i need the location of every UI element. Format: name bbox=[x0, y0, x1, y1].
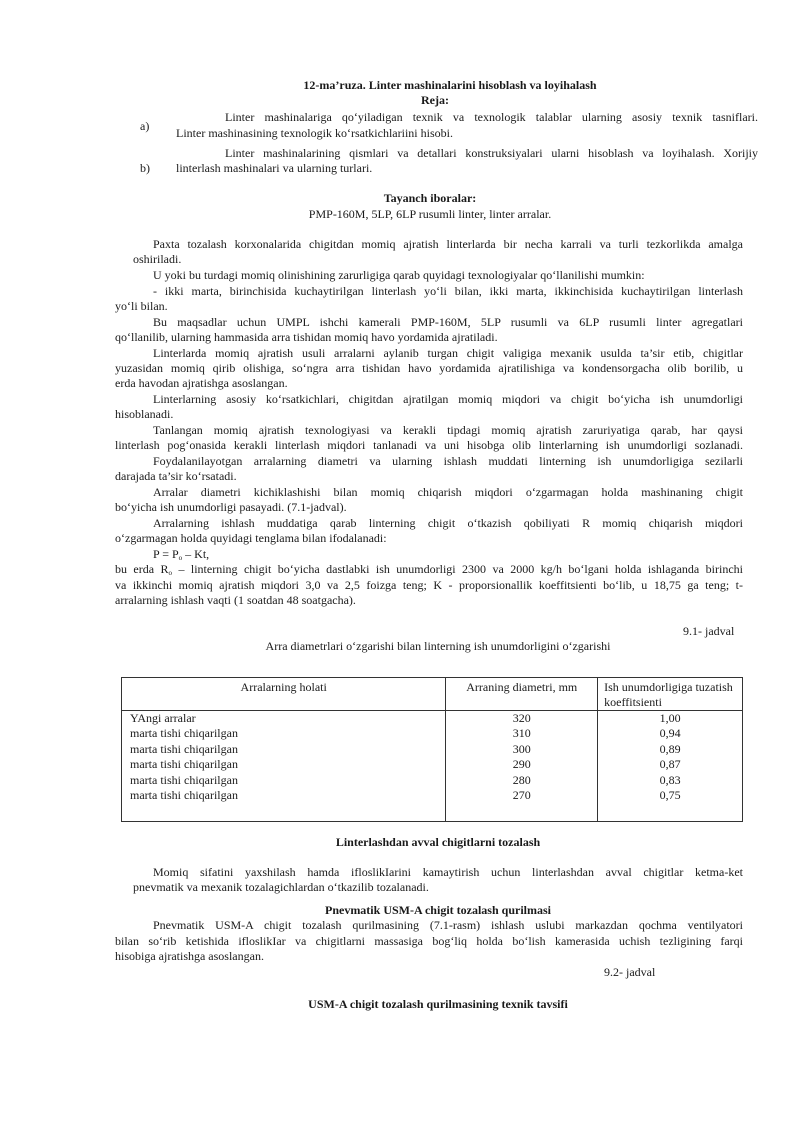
paragraph-line: Arralar diametri kichiklashishi bilan momiq chiqarish miqdori o‘zgarmagan holda mashinaning chigit bbox=[153, 485, 743, 499]
section-heading: Pnevmatik USM-A chigit tozalash qurilmasi bbox=[324, 903, 551, 917]
table-cell: marta tishi chiqarilgan bbox=[122, 773, 446, 788]
paragraph-line: Bu maqsadlar uchun UMPL ishchi kamerali PMP-160M, 5LP rusumli va 6LP rusumli linter agregatlari bbox=[153, 315, 743, 329]
paragraph-line: Arralarning ishlash muddatiga qarab linterning chigit o‘tkazish qobiliyati R momiq chiqarish miqdori bbox=[153, 516, 743, 530]
table-cell: 0,89 bbox=[598, 742, 743, 757]
table-row bbox=[122, 773, 743, 788]
table-row bbox=[122, 788, 743, 822]
paragraph-line: erda havodan ajratishga asoslangan. bbox=[115, 376, 288, 390]
table-cell: marta tishi chiqarilgan bbox=[122, 742, 446, 757]
table-cell: 310 bbox=[446, 726, 598, 741]
paragraph-line: Linterlarning asosiy ko‘rsatkichlari, chigitdan ajratilgan momiq miqdori va chigit bo‘yicha ish unumdorligi bbox=[153, 392, 743, 406]
paragraph-line: hisoblanadi. bbox=[115, 407, 174, 421]
paragraph-line: bo‘yicha ish unumdorligi pasayadi. (7.1-jadval). bbox=[115, 500, 347, 514]
plan-marker-a: a) bbox=[140, 119, 150, 133]
table-cell: marta tishi chiqarilgan bbox=[122, 788, 446, 822]
table-row bbox=[122, 711, 743, 727]
section-heading: Linterlashdan avval chigitlarni tozalash bbox=[335, 835, 541, 849]
formula: $P = P_o - Kt$, bbox=[153, 547, 210, 562]
paragraph-line: va ikkinchi momiq ajratish miqdori 3,0 va 2,5 foizga teng; K - proporsionallik koeffitsienti bo‘lib, u 18,75 ga teng; t- bbox=[115, 578, 743, 592]
table-cell: 280 bbox=[446, 773, 598, 788]
plan-item-a-line1: Linter mashinalariga qo‘yiladigan texnik va texnologik talablar ularning asosiy texnik tasniflari. bbox=[225, 110, 758, 124]
paragraph-line: bilan so‘rib ketishida ifloslikIar va chigitlarni massasiga bog‘liq holda bo‘lish kamerasida uchish tezligining farqi bbox=[115, 934, 743, 948]
paragraph-line: o‘zgarmagan holda quyidagi tenglama bilan ifodalanadi: bbox=[115, 531, 387, 545]
paragraph-line: arralarning ishlash vaqti (1 soatdan 48 soatgacha). bbox=[115, 593, 356, 607]
plan-item-b-line1: Linter mashinalarining qismlari va detallari konstruksiyalari ularni hisoblash va loyihalash. Xorijiy bbox=[225, 146, 758, 160]
paragraph-line: oshiriladi. bbox=[133, 252, 182, 266]
plan-marker-b: b) bbox=[140, 161, 150, 175]
table-number: 9.2- jadval bbox=[604, 965, 656, 979]
paragraph-line: Paxta tozalash korxonalarida chigitdan momiq ajratish linterlarda bir necha karrali va turli tezkorlikda amalga bbox=[153, 237, 743, 251]
table-cell: 290 bbox=[446, 757, 598, 772]
paragraph-line: - ikki marta, birinchisida kuchaytirilgan linterlash yo‘li bilan, ikki marta, ikkinchisida kuchaytirilgan linterlash bbox=[153, 284, 743, 298]
table-row bbox=[122, 757, 743, 772]
paragraph-line: pnevmatik va mexanik tozalagichlardan o‘tkazilib tozalanadi. bbox=[133, 880, 429, 894]
table-cell: 300 bbox=[446, 742, 598, 757]
paragraph-line: Linterlarda momiq ajratish usuli arralarni aylanib turgan chigit valigiga mexanik usulda ta’sir etib, chigitlar bbox=[153, 346, 743, 360]
table-header-cell: Ish unumdorligiga tuzatish koeffitsienti bbox=[598, 678, 743, 711]
table-cell: 0,87 bbox=[598, 757, 743, 772]
lecture-title: 12-ma’ruza. Linter mashinalarini hisoblash va loyihalash bbox=[303, 78, 597, 92]
keywords-label: Tayanch iboralar: bbox=[383, 191, 477, 205]
paragraph-line: bu erda $R_o$ – linterning chigit bo‘yicha dastlabki ish unumdorligi 2300 va 2000 kg/h bo‘lgani holda ishlaganda birinchi bbox=[115, 562, 743, 577]
table-cell: 0,75 bbox=[598, 788, 743, 822]
table-cell: 320 bbox=[446, 711, 598, 727]
paragraph-line: Foydalanilayotgan arralarning diametri va ularning ishlash muddati linterning ish unumdorligiga sezilarli bbox=[153, 454, 743, 468]
paragraph-line: hisobiga ajratishga asoslangan. bbox=[115, 949, 264, 963]
keywords-text: PMP-160M, 5LP, 6LP rusumli linter, linter arralar. bbox=[308, 207, 552, 221]
table-row bbox=[122, 726, 743, 741]
paragraph-line: U yoki bu turdagi momiq olinishining zarurligiga qarab quyidagi texnologiyalar qo‘llanilishi mumkin: bbox=[153, 268, 645, 282]
table-header-cell: Arraning diametri, mm bbox=[446, 678, 598, 711]
paragraph-line: Momiq sifatini yaxshilash hamda ifloslikIarini kamaytirish uchun linterlashdan avval chigitlar ketma-ket bbox=[153, 865, 743, 879]
paragraph-line: linterlash pog‘onasida kerakli linterlash miqdori tanlanadi va uni hisobga olib linterlarning ish unumdorligi sozlanadi. bbox=[115, 438, 743, 452]
table-caption: Arra diametrlari o‘zgarishi bilan linterning ish unumdorligini o‘zgarishi bbox=[265, 639, 611, 653]
paragraph-line: qo‘llanilib, ularning hammasida arra tishidan momiq havo yordamida ajratiladi. bbox=[115, 330, 498, 344]
table-cell: 270 bbox=[446, 788, 598, 822]
table-cell: marta tishi chiqarilgan bbox=[122, 726, 446, 741]
table-row bbox=[122, 742, 743, 757]
arra-diameter-table bbox=[121, 677, 743, 822]
table-cell: 0,83 bbox=[598, 773, 743, 788]
paragraph-line: Tanlangan momiq ajratish texnologiyasi va kerakli tipdagi momiq ajratish zaruriyatiga qarab, har qaysi bbox=[153, 423, 743, 437]
plan-item-a-line2: Linter mashinasining texnologik ko‘rsatkichlariini hisobi. bbox=[176, 126, 453, 140]
table-cell: YAngi arralar bbox=[122, 711, 446, 727]
table-header-cell: Arralarning holati bbox=[122, 678, 446, 711]
table-cell: 1,00 bbox=[598, 711, 743, 727]
paragraph-line: Pnevmatik USM-A chigit tozalash qurilmasining (7.1-rasm) ishlash uslubi markazdan qochma ventilyatori bbox=[153, 918, 743, 932]
paragraph-line: yuzasidan momiq qirib olishiga, so‘ngra arra tishidan havo yordamida ajratilishiga va kondensorgacha olib borilib, u bbox=[115, 361, 743, 375]
table-number: 9.1- jadval bbox=[683, 624, 735, 638]
plan-label: Reja: bbox=[421, 93, 449, 107]
table-cell: 0,94 bbox=[598, 726, 743, 741]
paragraph-line: darajada ta’sir ko‘rsatadi. bbox=[115, 469, 237, 483]
table-header-row bbox=[122, 678, 743, 711]
paragraph-line: yo‘li bilan. bbox=[115, 299, 168, 313]
table-cell: marta tishi chiqarilgan bbox=[122, 757, 446, 772]
section-heading: USM-A chigit tozalash qurilmasining texnik tavsifi bbox=[308, 997, 568, 1011]
plan-item-b-line2: linterlash mashinalari va ularning turlari. bbox=[176, 161, 373, 175]
